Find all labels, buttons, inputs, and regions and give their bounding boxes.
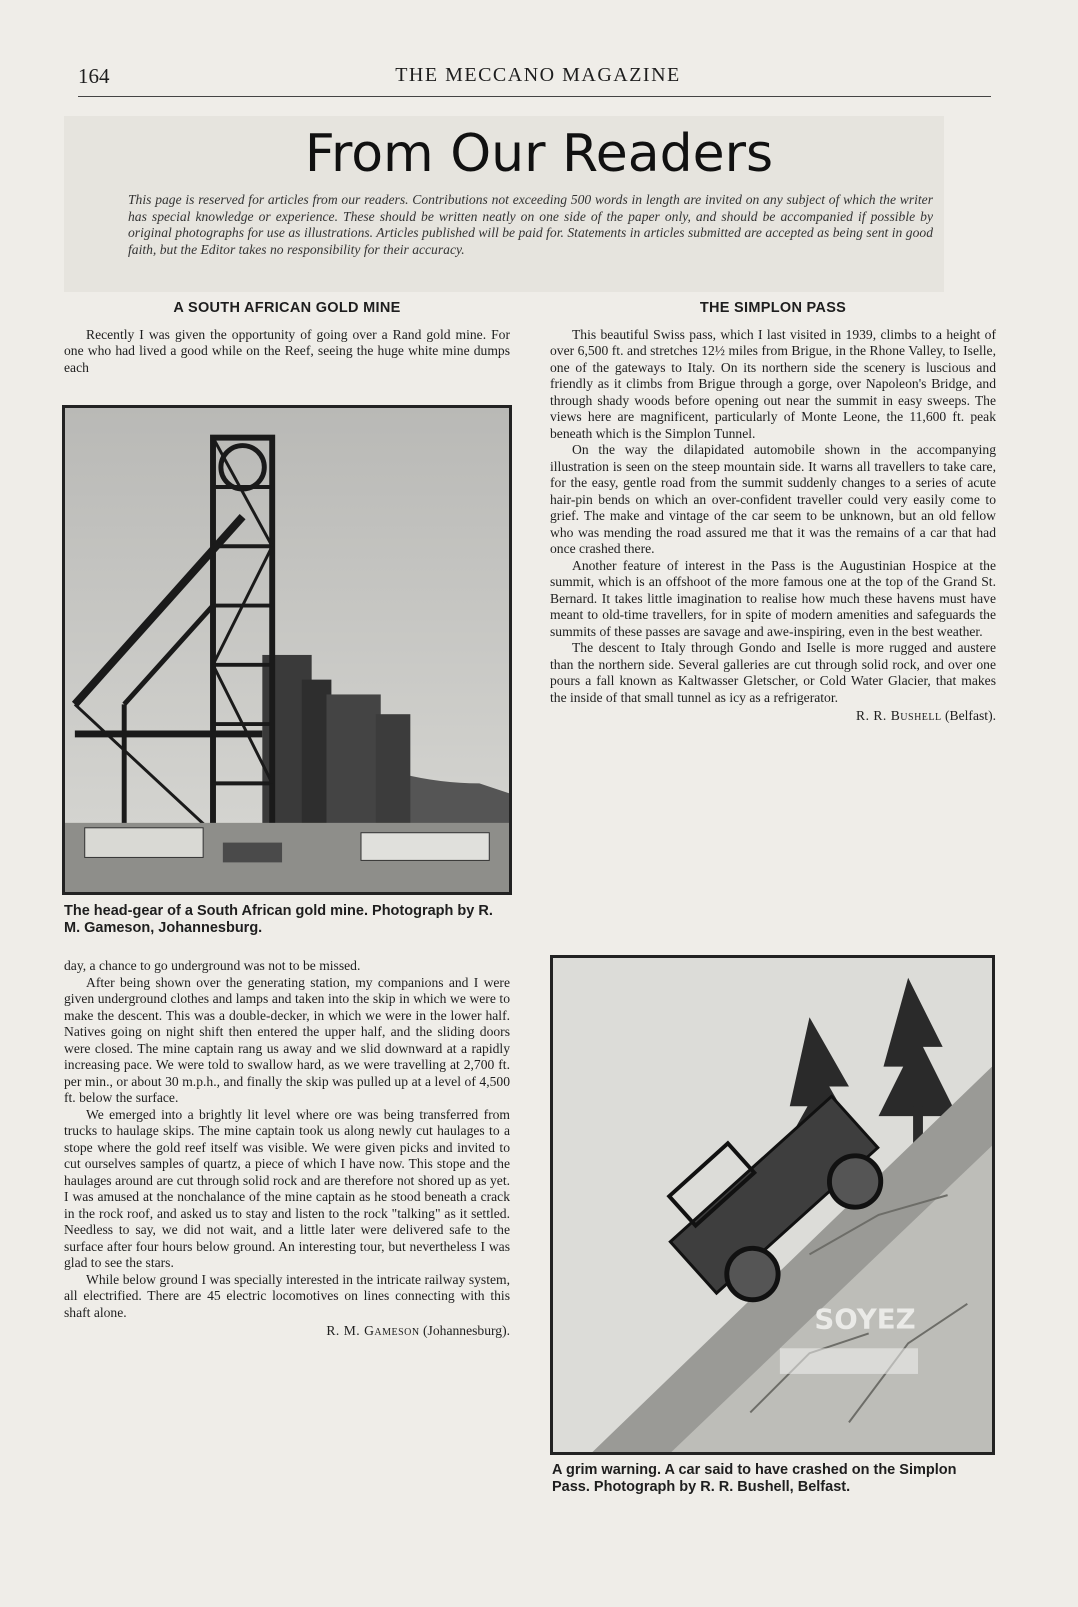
simplon-article (550, 300, 996, 725)
page-number: 164 (78, 64, 110, 88)
gold-mine-author: R. M. Gameson (326, 1323, 420, 1338)
gold-mine-lead: Recently I was given the opportunity of going over a Rand gold mine. For one who had lived a good while on the Reef, seeing the huge white mine dumps each (64, 326, 510, 375)
mine-headgear-photo (62, 405, 512, 895)
intro-text: This page is reserved for articles from our readers. Contributions not exceeding 500 words in length are invited on any subject of which the writer has special knowledge or experience. These should be written neatly on one side of the paper only, and should be accompanied if possible by original photographs for use as illustrations. Articles published will be paid for. Statements in articles submitted are accepted as being sent in good faith, but the Editor takes no responsibility for their accuracy. (128, 192, 933, 257)
gold-mine-signature (64, 1323, 510, 1340)
gold-mine-paragraph: While below ground I was specially interested in the intricate railway system, all electrified. There are 45 electric locomotives on lines connecting with this shaft alone. (64, 1271, 510, 1320)
simplon-signature (550, 708, 996, 725)
simplon-heading: THE SIMPLON PASS (699, 300, 847, 316)
simplon-paragraph: Another feature of interest in the Pass is the Augustinian Hospice at the summit, which is an offshoot of the more famous one at the top of the Grand St. Bernard. It takes little imagination to realise how much these havens must have meant to old-time travellers, for in spite of modern amenities and safeguards the summits of these passes are savage and awe-inspiring, even in the best weather. (550, 557, 996, 639)
running-head (78, 60, 998, 92)
simplon-author-place: (Belfast). (945, 708, 996, 723)
gold-mine-lead-block (64, 300, 510, 376)
gold-mine-author-place: (Johannesburg). (423, 1323, 510, 1338)
car-photo-caption: A grim warning. A car said to have crashed on the Simplon Pass. Photograph by R. R. Bushell, Belfast. (552, 1462, 957, 1495)
mine-photo-caption: The head-gear of a South African gold mine. Photograph by R. M. Gameson, Johannesburg. (64, 903, 493, 936)
gold-mine-heading: A SOUTH AFRICAN GOLD MINE (173, 300, 401, 316)
gold-mine-paragraph: day, a chance to go underground was not to be missed. (64, 958, 361, 973)
gold-mine-body (64, 958, 510, 1340)
crashed-car-photo (550, 955, 995, 1455)
gold-mine-paragraph: After being shown over the generating station, my companions and I were given underground clothes and lamps and taken into the skip in which we were to make the descent. This was a double-decker, in which we were in the lower half. Natives going on night shift then entered the upper half, and the sliding doors were closed. The mine captain rang us away and we slid downward at a rapidly increasing pace. We were told to swallow hard, as we were travelling at 2,700 ft. per min., or about 30 m.p.h., and finally the skip was pulled up at a level of 4,500 ft. below the surface. (64, 974, 510, 1105)
simplon-paragraph: This beautiful Swiss pass, which I last visited in 1939, climbs to a height of over 6,500 ft. and stretches 12½ miles from Brigue, in the Rhone Valley, to Iselle, one of the gateways to Italy. On its northern side the scenery is luscious and friendly as it climbs from Brigue through a gorge, over Napoleon's Bridge, and through shady woods before opening out near the summit in easy sweeps. The views here are magnificent, particularly of Monte Leone, the 11,600 ft. peak beneath which is the Simplon Tunnel. (550, 326, 996, 441)
simplon-paragraph: On the way the dilapidated automobile shown in the accompanying illustration is seen on the steep mountain side. It warns all travellers to take care, for the easy, gentle road from the summit suddenly changes to a series of acute hair-pin bends on which an over-confident traveller could very easily come to grief. The make and vintage of the car seem to be unknown, but an old fellow who was mending the road assured me that it was the remains of a car that had once crashed there. (550, 442, 996, 556)
page-title: From Our Readers (304, 124, 774, 184)
simplon-paragraph: The descent to Italy through Gondo and Iselle is more rugged and austere than the northern side. Several galleries are cut through solid rock, and over one pours a fall known as Kaltwasser Gletscher, or Cold Water Glacier, that makes the inside of that small tunnel as icy as a refrigerator. (550, 640, 996, 705)
header-rule (78, 96, 991, 97)
gold-mine-paragraph: We emerged into a brightly lit level where ore was being transferred from trucks to haulage skips. The mine captain took us along newly cut haulages to a stope where the gold reef itself was visible. We were given picks and invited to cut ourselves samples of quartz, a piece of which I have now. This stope and the haulages around are cut through solid rock and are therefore not shored up as yet. I was amused at the nonchalance of the mine captain as he stood beneath a crack in the rock roof, and asked us to stay and listen to the rock "talking" as it settled. Needless to say, we did not wait, and a little later were delivered safe to the surface after four hours below ground. An interesting tour, but nevertheless I was glad to see the stars. (64, 1106, 510, 1270)
magazine-name: THE MECCANO MAGAZINE (395, 64, 681, 86)
simplon-author: R. R. Bushell (856, 708, 942, 723)
photo-painted-text: SOYEZ (814, 1302, 916, 1336)
